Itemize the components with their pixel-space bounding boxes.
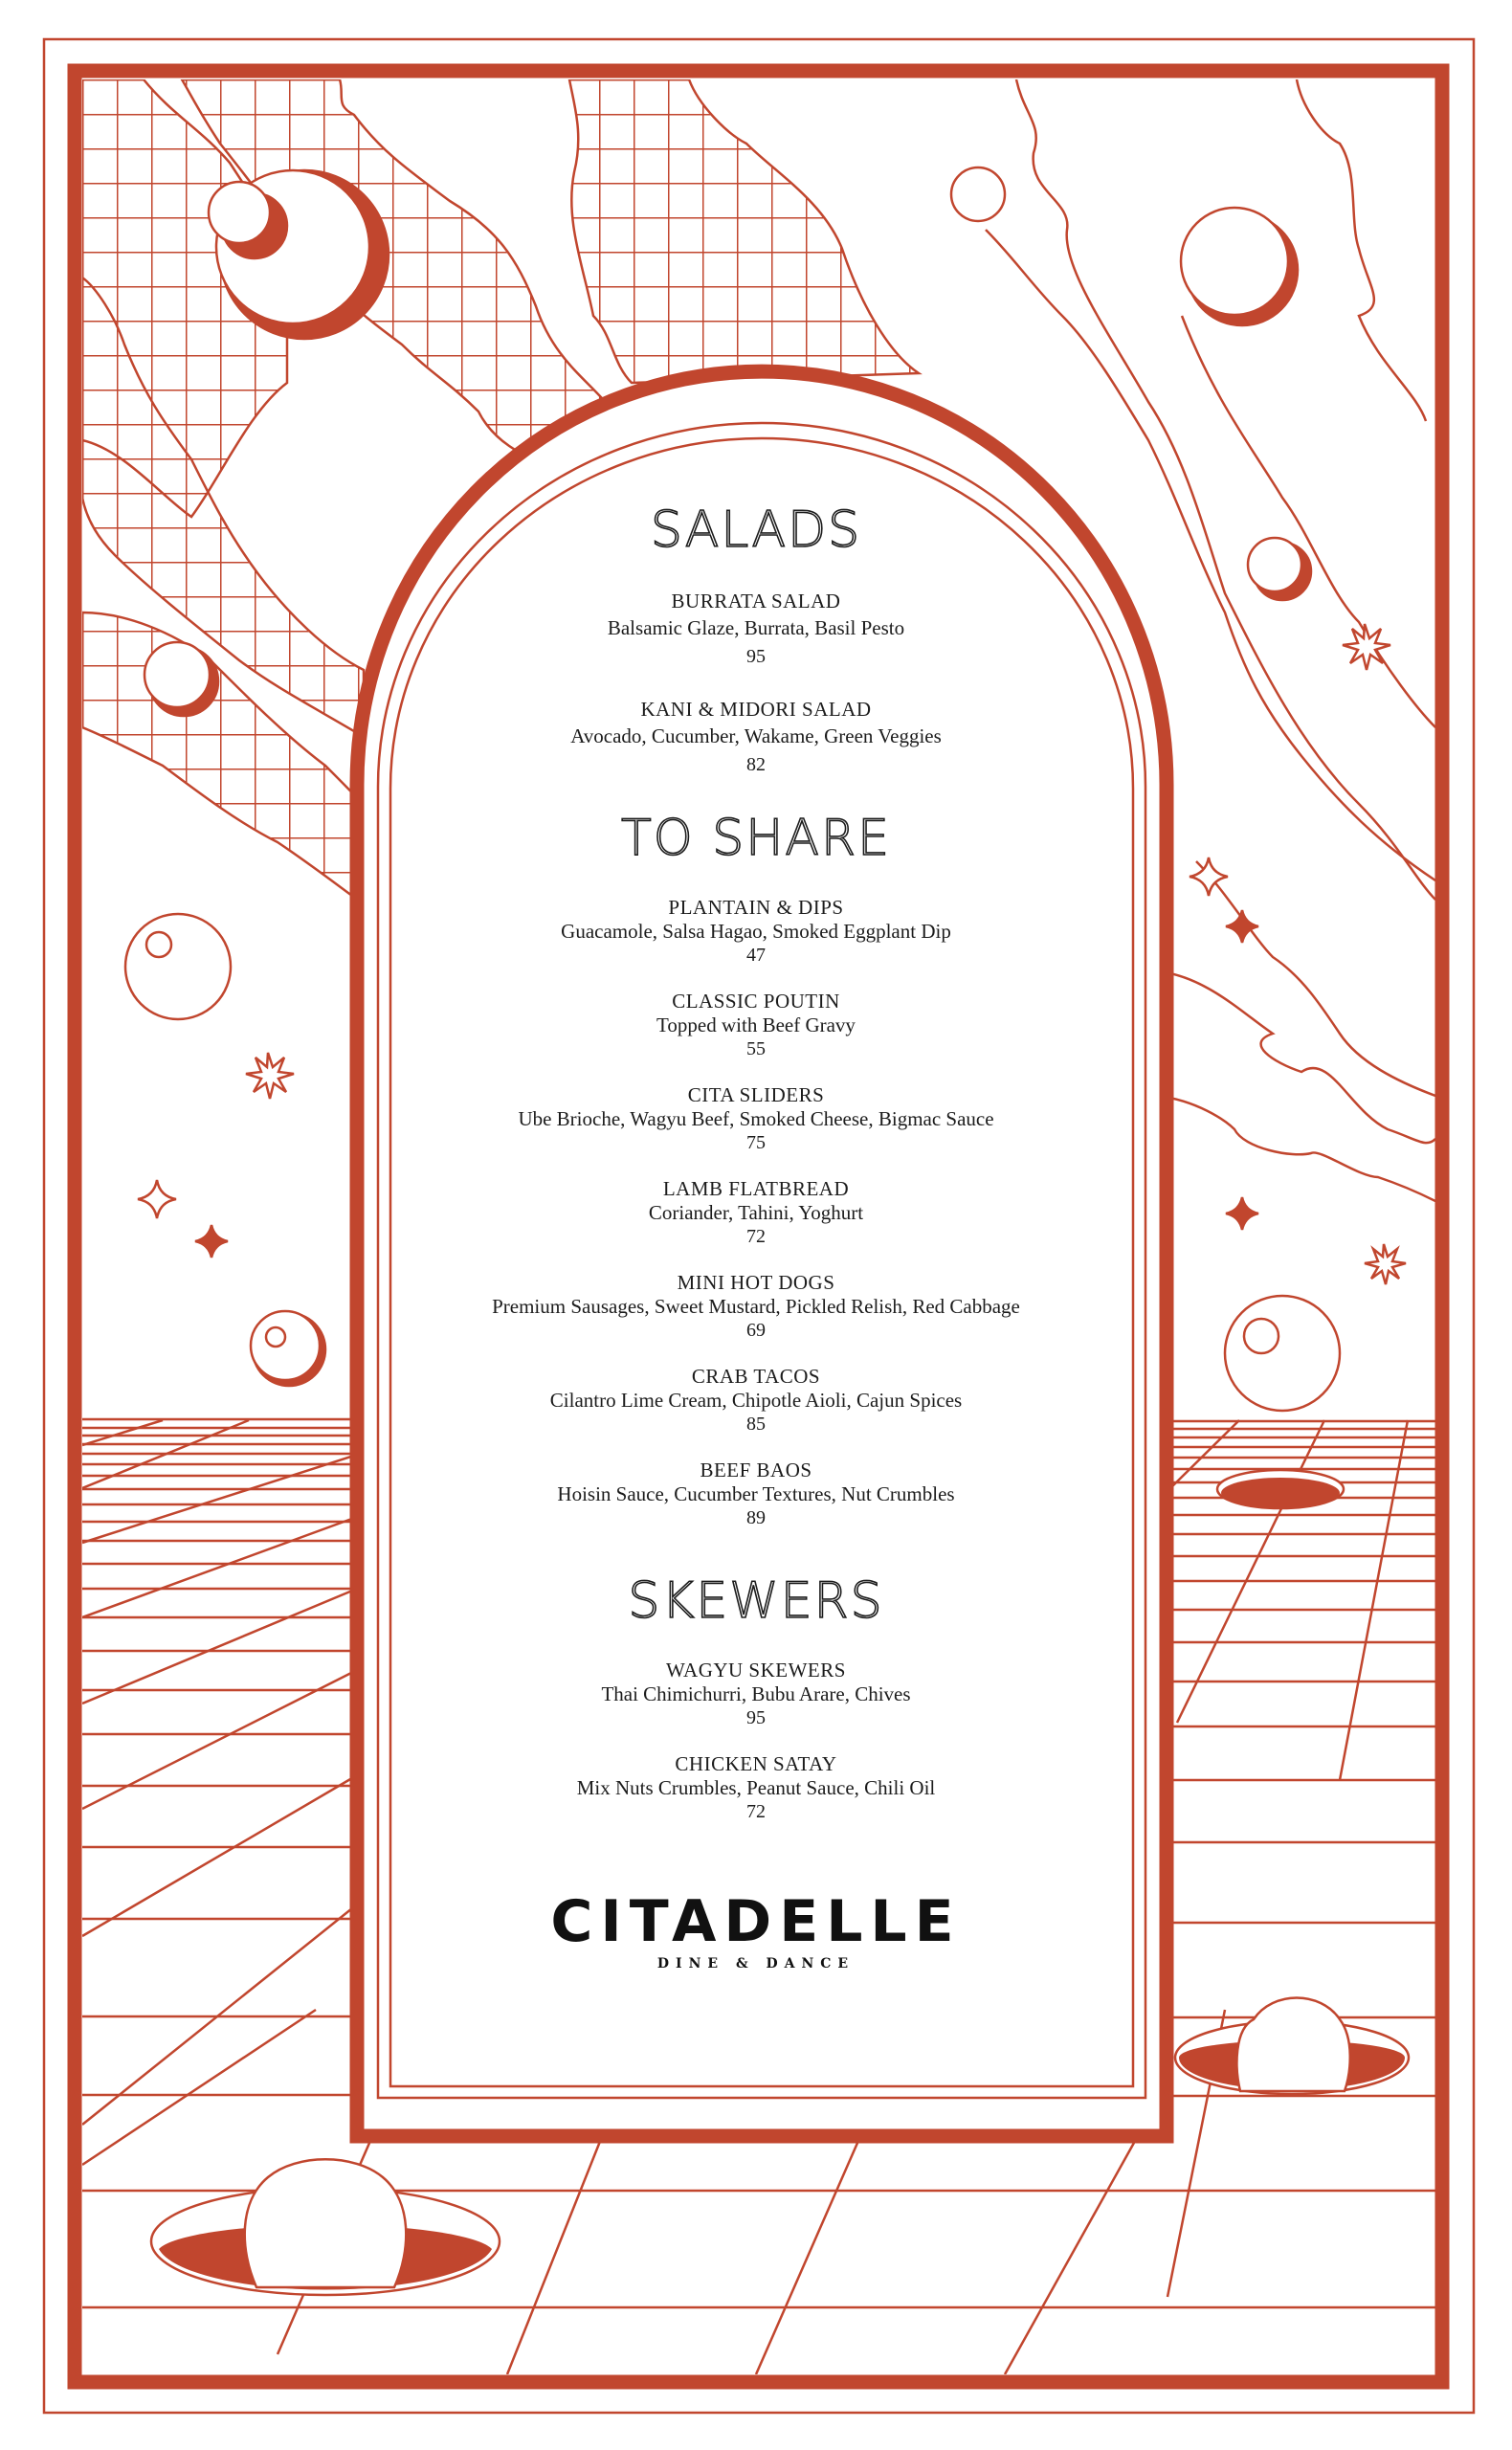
menu-content <box>402 479 1110 1824</box>
sphere-icon <box>1225 1296 1340 1411</box>
item-price: 82 <box>746 754 766 775</box>
menu-item <box>402 1365 1110 1437</box>
item-description: Thai Chimichurri, Bubu Arare, Chives <box>601 1682 911 1705</box>
item-name: CITA SLIDERS <box>687 1083 825 1106</box>
item-description: Balsamic Glaze, Burrata, Basil Pesto <box>607 616 905 639</box>
item-price: 89 <box>746 1507 766 1528</box>
section-title: SALADS <box>650 501 862 559</box>
brand-name: CITADELLE <box>550 1888 962 1955</box>
item-name: WAGYU SKEWERS <box>666 1659 846 1682</box>
menu-item <box>402 1752 1110 1824</box>
four-point-sparkle-icon <box>138 1180 176 1218</box>
menu-item <box>402 896 1110 968</box>
sphere-icon <box>1181 208 1298 325</box>
item-name: CLASSIC POUTIN <box>672 990 840 1013</box>
item-description: Cilantro Lime Cream, Chipotle Aioli, Cajun Spices <box>549 1389 963 1412</box>
item-name: CRAB TACOS <box>691 1365 821 1388</box>
item-price: 75 <box>746 1132 766 1153</box>
section-title: SKEWERS <box>628 1572 884 1630</box>
menu-item <box>402 1177 1110 1249</box>
menu-item <box>402 1659 1110 1730</box>
item-price: 55 <box>746 1038 766 1059</box>
section-salads <box>402 500 1110 779</box>
item-name: MINI HOT DOGS <box>677 1271 835 1294</box>
sphere-icon <box>125 914 231 1019</box>
menu-item <box>402 590 1110 671</box>
sphere-icon <box>251 1311 325 1386</box>
item-name: KANI & MIDORI SALAD <box>640 698 872 721</box>
four-point-sparkle-icon <box>1226 910 1258 943</box>
section-to-share <box>402 808 1110 1530</box>
menu-item <box>402 698 1110 779</box>
menu-item <box>402 1459 1110 1530</box>
item-price: 47 <box>746 945 766 966</box>
item-price: 72 <box>746 1226 766 1247</box>
item-price: 95 <box>746 1707 766 1728</box>
item-name: BEEF BAOS <box>700 1459 812 1481</box>
item-price: 72 <box>746 1801 766 1822</box>
item-price: 95 <box>746 646 766 667</box>
section-skewers <box>402 1570 1110 1824</box>
hole-icon <box>151 2159 500 2295</box>
brand-tagline: DINE & DANCE <box>656 1956 856 1971</box>
item-description: Hoisin Sauce, Cucumber Textures, Nut Crumbles <box>557 1482 955 1505</box>
item-description: Avocado, Cucumber, Wakame, Green Veggies <box>570 724 942 747</box>
item-name: PLANTAIN & DIPS <box>668 896 844 919</box>
item-description: Mix Nuts Crumbles, Peanut Sauce, Chili Oil <box>576 1776 936 1799</box>
item-name: BURRATA SALAD <box>671 590 841 612</box>
sphere-icon <box>1248 538 1311 600</box>
item-description: Premium Sausages, Sweet Mustard, Pickled Relish, Red Cabbage <box>492 1295 1020 1318</box>
eight-point-star-icon <box>246 1053 294 1099</box>
item-description: Coriander, Tahini, Yoghurt <box>648 1201 864 1224</box>
sphere-icon <box>951 167 1005 221</box>
menu-item <box>402 1083 1110 1155</box>
item-description: Guacamole, Salsa Hagao, Smoked Eggplant Dip <box>561 920 951 943</box>
item-price: 69 <box>746 1320 766 1341</box>
item-name: LAMB FLATBREAD <box>662 1177 850 1200</box>
four-point-sparkle-icon <box>1226 1197 1258 1230</box>
four-point-sparkle-icon <box>195 1225 228 1258</box>
hole-icon <box>1175 1998 1409 2095</box>
hole-icon <box>1217 1470 1344 1508</box>
eight-point-star-icon <box>1343 624 1390 670</box>
item-name: CHICKEN SATAY <box>675 1752 837 1775</box>
eight-point-star-icon <box>1365 1244 1406 1284</box>
section-title: TO SHARE <box>621 810 891 867</box>
item-description: Topped with Beef Gravy <box>656 1013 856 1036</box>
item-price: 85 <box>746 1414 766 1435</box>
brand-logo <box>0 1888 1512 1971</box>
item-description: Ube Brioche, Wagyu Beef, Smoked Cheese, Bigmac Sauce <box>518 1107 994 1130</box>
menu-item <box>402 990 1110 1061</box>
menu-item <box>402 1271 1110 1343</box>
